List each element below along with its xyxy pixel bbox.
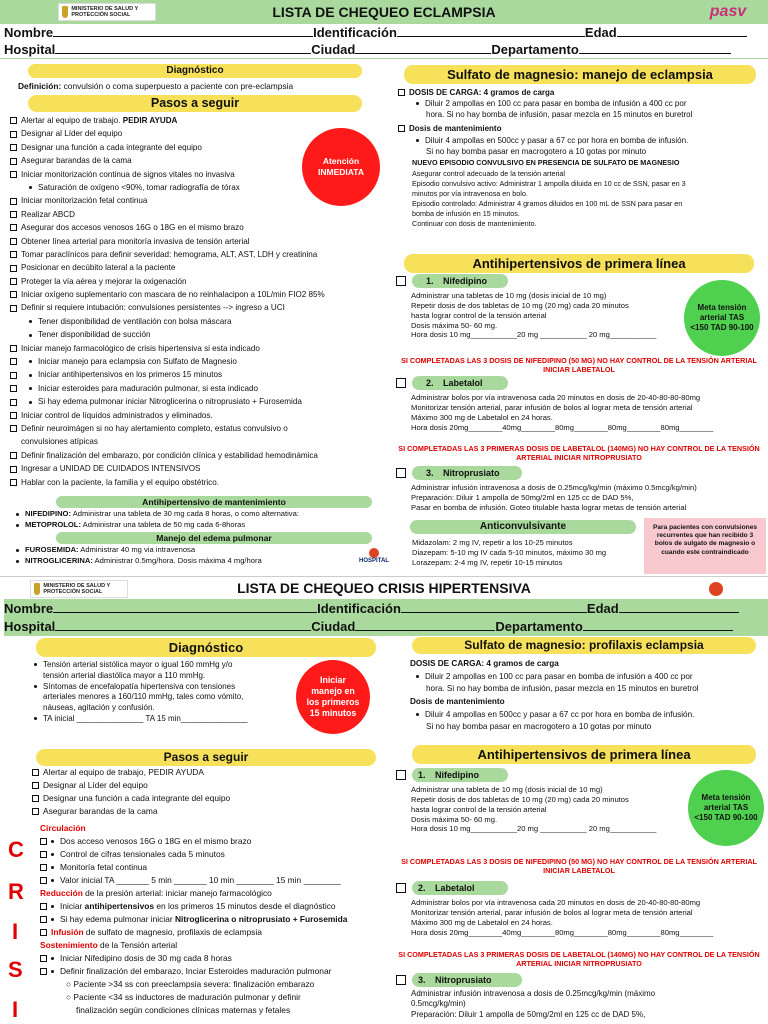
step-checkbox[interactable]	[10, 211, 17, 218]
edad-input[interactable]	[617, 27, 747, 37]
step-checkbox[interactable]	[10, 265, 17, 272]
departamento-input[interactable]	[579, 44, 731, 54]
field-row-4	[4, 618, 768, 636]
nombre-input[interactable]	[53, 27, 313, 37]
iniciar-manejo-badge: Iniciar manejo en los primeros 15 minutos	[296, 660, 370, 734]
step-checkbox[interactable]	[10, 399, 17, 406]
field-row-1	[4, 25, 768, 41]
step-item: convulsiones atípicas	[21, 437, 98, 447]
eclampsia-steps	[10, 116, 390, 491]
crisis-body: Circulación Dos acceso venosos 16G o 18G en el mismo brazo Control de cifras tensionales cada 5 minutos Monitoría fetal continua Valor inicial TA _______ 5 min _______ 10 min ________ 15 min ________ Reducción de la presión arterial: iniciar manejo farmacológico Iniciar antihipertensivos en los primeros 15 minutos desde el diagnóstico Si hay edema pulmonar iniciar Nitroglicerina o nitroprusiato + Furosemida Infusión de sulfato de magnesio, profilaxis de eclampsia Sostenimiento de la Tensión arterial Iniciar Nifedipino dosis de 30 mg cada 8 horas Definir finalización del embarazo, Inciar Esteroides maduración pulmonar ○ Paciente >34 ss con preeclampsia severa: finalización embarazo ○ Paciente <34 ss inductores de maduración pulmonar y definir finalización según condiciones clínicas maternas y fetales	[40, 823, 348, 1015]
eclampsia-title: LISTA DE CHEQUEO ECLAMPSIA	[272, 4, 496, 20]
step-item: Proteger la vía aérea y mejorar la oxigenación	[10, 277, 390, 290]
step-item: Alertar al equipo de trabajo. PEDIR AYUDA	[10, 116, 390, 129]
sulfato-header: Sulfato de magnesio: manejo de eclampsia	[404, 65, 756, 84]
step-checkbox[interactable]	[10, 291, 17, 298]
carga-checkbox[interactable]	[398, 89, 405, 96]
step-item: Iniciar manejo farmacológico de crisis hipertensiva si esta indicado	[10, 344, 390, 357]
step-item: Iniciar manejo para eclampsia con Sulfato de Magnesio	[10, 357, 390, 370]
edema-header: Manejo del edema pulmonar	[56, 532, 372, 544]
field-row-2	[4, 42, 768, 58]
nitroprusiato-checkbox[interactable]	[396, 468, 406, 478]
anticonvulsivante-list: Midazolam: 2 mg IV, repetir a los 10-25 minutos Diazepam: 5-10 mg IV cada 5-10 minutos, máximo 30 mg Lorazepam: 2-4 mg IV, repetir 10-15 minutos	[412, 538, 607, 567]
step-item: Posicionar en decúbito lateral a la paciente	[10, 263, 390, 276]
pasos-header: Pasos a seguir	[28, 95, 362, 112]
edema-list: FUROSEMIDA: Administrar 40 mg via intravenosa NITROGLICERINA: Administrar 0.5mg/hora. Dosis máxima 4 mg/hora	[16, 545, 356, 567]
ciudad-label: Ciudad	[311, 42, 356, 57]
labetalol-block: 2. Labetalol Administrar bolos por vía intravenosa cada 20 minutos en dosis de 20-40-80-80-80mg Monitorizar tensión arterial, parar infusión de bolos al lograr meta de tensión arterial Máximo 300 mg de Labetalol en 24 horas. Hora dosis 20mg________40mg________80mg________80mg________80mg________	[396, 376, 760, 432]
nombre-label: Nombre	[4, 25, 54, 40]
step-item: Designar al Líder del equipo	[10, 129, 390, 142]
nifedipino-block-2: 1. Nifedipino Administrar una tableta de 10 mg (dosis inicial de 10 mg) Repetir dosis de dos tabletas de 10 mg (20 mg) cada 20 minutos hasta lograr control de la tensión arterial Dosis máxima 50- 60 mg. Hora dosis 10 mg___________20 mg ___________ 20 mg___________	[396, 768, 696, 834]
step-item: Iniciar monitorización continua de signos vitales no invasiva	[10, 170, 390, 183]
atencion-inmediata-badge: Atención INMEDIATA	[302, 128, 380, 206]
step-item: Definir neuroimágen si no hay alertamiento completo, estatus convulsivo o	[10, 424, 390, 437]
edad-label: Edad	[584, 25, 617, 40]
ciudad-input[interactable]	[355, 44, 491, 54]
ministry-logo-2: MINISTERIO DE SALUD Y PROTECCIÓN SOCIAL	[30, 580, 128, 598]
step-item: Definir finalización del embarazo, por condición clínica y estabilidad hemodinámica	[10, 451, 390, 464]
step-checkbox[interactable]	[10, 278, 17, 285]
labetalol-warning: SI COMPLETADAS LAS 3 PRIMERAS DOSIS DE LABETALOL (140MG) NO HAY CONTROL DE LA TENSIÓN ARTERIAL INICIAR NITROPRUSIATO	[398, 444, 760, 462]
step-item: Definir si requiere intubación: convulsiones persistentes --> ingreso a UCI	[10, 303, 390, 316]
identificacion-label: Identificación	[313, 25, 397, 40]
step-checkbox[interactable]	[10, 305, 17, 312]
step-checkbox[interactable]	[10, 158, 17, 165]
step-checkbox[interactable]	[10, 198, 17, 205]
edad-label-2: Edad	[586, 601, 619, 616]
nifedipino-warning-2: SI COMPLETADAS LAS 3 DOSIS DE NIFEDIPINO (50 MG) NO HAY CONTROL DE LA TENSIÓN ARTERIAL INICIAR LABETALOL	[401, 857, 757, 875]
step-item: Si hay edema pulmonar iniciar Nitroglicerina o nitroprusiato + Furosemida	[10, 397, 390, 410]
hospital-input[interactable]	[55, 44, 311, 54]
step-item: Obtener línea arterial para monitoría invasiva de tensión arterial	[10, 237, 390, 250]
step-item: Tomar paraclínicos para definir severidad: hemograma, ALT, AST, LDH y creatinina	[10, 250, 390, 263]
step-item: Tener disponibilidad de succión	[10, 330, 390, 343]
diagnostico-header: Diagnóstico	[28, 64, 362, 78]
pasos-list-2: Alertar al equipo de trabajo, PEDIR AYUDA Designar al Líder del equipo Designar una función a cada integrante del equipo Asegurar barandas de la cama	[32, 767, 362, 819]
crisis-letter-i: I	[12, 919, 19, 944]
labetalol-checkbox[interactable]	[396, 378, 406, 388]
ministry-logo: MINISTERIO DE SALUD Y PROTECCIÓN SOCIAL	[58, 3, 156, 21]
step-item: Asegurar barandas de la cama	[10, 156, 390, 169]
step-checkbox[interactable]	[10, 171, 17, 178]
step-checkbox[interactable]	[10, 251, 17, 258]
pasos-header-2: Pasos a seguir	[36, 749, 376, 766]
coat-of-arms-icon	[62, 6, 68, 18]
hospital-label-2: Hospital	[4, 619, 56, 634]
mant-checkbox[interactable]	[398, 125, 405, 132]
pasv-mini-logo	[704, 580, 728, 598]
coat-of-arms-icon	[34, 583, 40, 595]
meta-badge: Meta tensión arterial TAS <150 TAD 90-100	[684, 280, 760, 356]
sulfato-block: DOSIS DE CARGA: 4 gramos de carga Diluir 2 ampollas en 100 cc para pasar en bomba de infusión a 400 cc por hora. Si no hay bomba de infusión, pasar mezcla en 15 minutos en buretrol Dosis de mantenimiento Diluir 4 ampollas en 500cc y pasar a 67 cc por hora en bomba de infusión. Si no hay bomba pasar en macrogotero a 10 gotas por minuto NUEVO EPISODIO CONVULSIVO EN PRESENCIA DE SULFATO DE MAGNESIO Asegurar control adecuado de la tensión arterial Episodio convulsivo activo: Administrar 1 ampolla diluida en 10 cc de SSN, pasar en 3 minutos por vía intravenosa en bolo. Episodio controlado: Administrar 4 gramos diluidos en 100 mL de SSN para pasar en bomba de infusión en 15 minutos. Continuar con dosis de mantenimiento.	[398, 88, 762, 229]
nombre-label-2: Nombre	[4, 601, 54, 616]
step-item: Iniciar monitorización fetal continua	[10, 196, 390, 209]
step-checkbox[interactable]	[10, 385, 17, 392]
step-checkbox[interactable]	[10, 117, 17, 124]
field-row-3	[4, 599, 768, 618]
departamento-label-2: Departamento	[495, 619, 583, 634]
step-checkbox[interactable]	[10, 144, 17, 151]
crisis-letter-c: C	[8, 837, 24, 862]
identificacion-label-2: Identificación	[317, 601, 401, 616]
nifedipino-checkbox[interactable]	[396, 276, 406, 286]
step-checkbox[interactable]	[10, 224, 17, 231]
labetalol-warning-2: SI COMPLETADAS LAS 3 PRIMERAS DOSIS DE LABETALOL (140MG) NO HAY CONTROL DE LA TENSIÓN ARTERIAL INICIAR NITROPRUSIATO	[398, 950, 760, 968]
pasv-logo: pasv	[709, 3, 747, 20]
diagnostico-list: Tensión arterial sistólica mayor o igual 160 mmHg y/o tensión arterial diastólica mayor a 110 mmHg. Síntomas de encefalopatía hipertensiva con tensiones arteriales menores a 160/110 mmHg, tales como vómito, náuseas, agitación y confusión. TA inicial _______________ TA 15 min_______________	[34, 660, 304, 725]
crisis-letter-i-2: I	[12, 997, 19, 1022]
step-item: Saturación de oxígeno <90%, tomar radiografía de tórax	[10, 183, 390, 196]
definicion: Definición: convulsión o coma superpuesto a paciente con pre-eclampsia	[18, 81, 294, 91]
step-checkbox[interactable]	[10, 372, 17, 379]
labetalol-block-2: 2. Labetalol Administrar bolos por vía intravenosa cada 20 minutos en dosis de 20-40-80-80-80mg Monitorizar tensión arterial, parar infusión de bolos al lograr meta de tensión arterial Máximo 300 mg de Labetalol en 24 horas. Hora dosis 20mg________40mg________80mg________80mg________80mg________	[396, 881, 760, 937]
mantenimiento-header: Antihipertensivo de mantenimiento	[56, 496, 372, 508]
sulfato-block-2: DOSIS DE CARGA: 4 gramos de carga Diluir 2 ampollas en 100 cc para pasar en bomba de infusión a 400 cc por hora. Si no hay bomba de infusión, pasar mezcla en 15 minutos en buretrol Dosis de mantenimiento Diluir 4 ampollas en 500cc y pasar a 67 cc por hora en bomba de infusión. Si no hay bomba pasar en macrogotero a 10 gotas por minuto	[410, 659, 699, 731]
step-item: Designar una función a cada integrante del equipo	[10, 143, 390, 156]
anti-header-2: Antihipertensivos de primera línea	[412, 745, 756, 764]
step-checkbox[interactable]	[10, 466, 17, 473]
identificacion-input-2[interactable]	[401, 603, 587, 613]
step-item: Iniciar esteroides para maduración pulmonar, si esta indicado	[10, 384, 390, 397]
identificacion-input[interactable]	[397, 27, 585, 37]
step-item: Asegurar dos accesos venosos 16G o 18G en el mismo brazo	[10, 223, 390, 236]
hospital-input-2[interactable]	[55, 621, 311, 631]
departamento-input-2[interactable]	[583, 621, 733, 631]
ciudad-input-2[interactable]	[355, 621, 495, 631]
ciudad-label-2: Ciudad	[311, 619, 356, 634]
step-checkbox[interactable]	[10, 425, 17, 432]
step-item: Ingresar a UNIDAD DE CUIDADOS INTENSIVOS	[10, 464, 390, 477]
step-item: Hablar con la paciente, la familia y el equipo obstétrico.	[10, 478, 390, 491]
hospital-label: Hospital	[4, 42, 56, 57]
step-checkbox[interactable]	[10, 131, 17, 138]
sulfato-header-2: Sulfato de magnesio: profilaxis eclampsia	[412, 637, 756, 654]
convulsiones-note: Para pacientes con convulsiones recurrentes que han recibido 3 bolos de sulgato de magnesio o cuando este contraindicado	[644, 518, 766, 574]
departamento-label: Departamento	[491, 42, 579, 57]
step-checkbox[interactable]	[10, 358, 17, 365]
nombre-input-2[interactable]	[53, 603, 317, 613]
mantenimiento-list: NIFEDIPINO: Administrar una tableta de 30 mg cada 8 horas, o como alternativa: METOPROLOL: Administrar una tableta de 50 mg cada 6-8horas	[16, 509, 396, 531]
nifedipino-block: 1. Nifedipino Administrar una tabletas de 10 mg (dosis inicial de 10 mg) Repetir dosis de dos tabletas de 10 mg (20 mg) cada 20 minutos hasta lograr control de la tensión arterial Dosis máxima 50- 60 mg. Hora dosis 10 mg___________20 mg ___________ 20 mg___________	[396, 274, 696, 340]
crisis-letter-r: R	[8, 879, 24, 904]
step-checkbox[interactable]	[10, 238, 17, 245]
diagnostico-header-2: Diagnóstico	[36, 638, 376, 657]
crisis-letter-s: S	[8, 957, 23, 982]
step-checkbox[interactable]	[10, 345, 17, 352]
nitroprusiato-block-2: 3. Nitroprusiato Administrar infusión intravenosa a dosis de 0.25mcg/kg/min (máximo 0.5mcg/kg/min) Preparación: Diluir 1 ampolla de 50mg/2ml en 125 cc de DAD 5%,	[396, 973, 760, 1020]
step-item: Realizar ABCD	[10, 210, 390, 223]
crisis-title: LISTA DE CHEQUEO CRISIS HIPERTENSIVA	[237, 580, 531, 596]
step-item: Iniciar control de líquidos administrados y eliminados.	[10, 411, 390, 424]
step-checkbox[interactable]	[10, 452, 17, 459]
step-item: Iniciar antihipertensivos en los primeros 15 minutos	[10, 370, 390, 383]
anti-header: Antihipertensivos de primera línea	[404, 254, 754, 273]
step-item: Tener disponibilidad de ventilación con bolsa máscara	[10, 317, 390, 330]
anticonvulsivante-header: Anticonvulsivante	[410, 520, 636, 534]
meta-badge-2: Meta tensión arterial TAS <150 TAD 90-100	[688, 770, 764, 846]
nitroprusiato-block: 3. Nitroprusiato Administrar infusión intravenosa a dosis de 0.25mcg/kg/min (máximo 0.5mcg/kg/min) Preparación: Diluir 1 ampolla de 50mg/2ml en 125 cc de DAD 5%, Pasar en bomba de infusión. Goteo titulable hasta lograr metas de tensión arterial	[396, 466, 760, 513]
nifedipino-warning: SI COMPLETADAS LAS 3 DOSIS DE NIFEDIPINO (50 MG) NO HAY CONTROL DE LA TENSIÓN ARTERIAL INICIAR LABETALOL	[401, 356, 757, 374]
step-checkbox[interactable]	[10, 479, 17, 486]
hospital-logo: HOSPITAL	[352, 548, 396, 568]
edad-input-2[interactable]	[619, 603, 739, 613]
step-item: Iniciar oxígeno suplementario con mascara de no reinhalacipon a 10L/min FIO2 85%	[10, 290, 390, 303]
step-checkbox[interactable]	[10, 412, 17, 419]
